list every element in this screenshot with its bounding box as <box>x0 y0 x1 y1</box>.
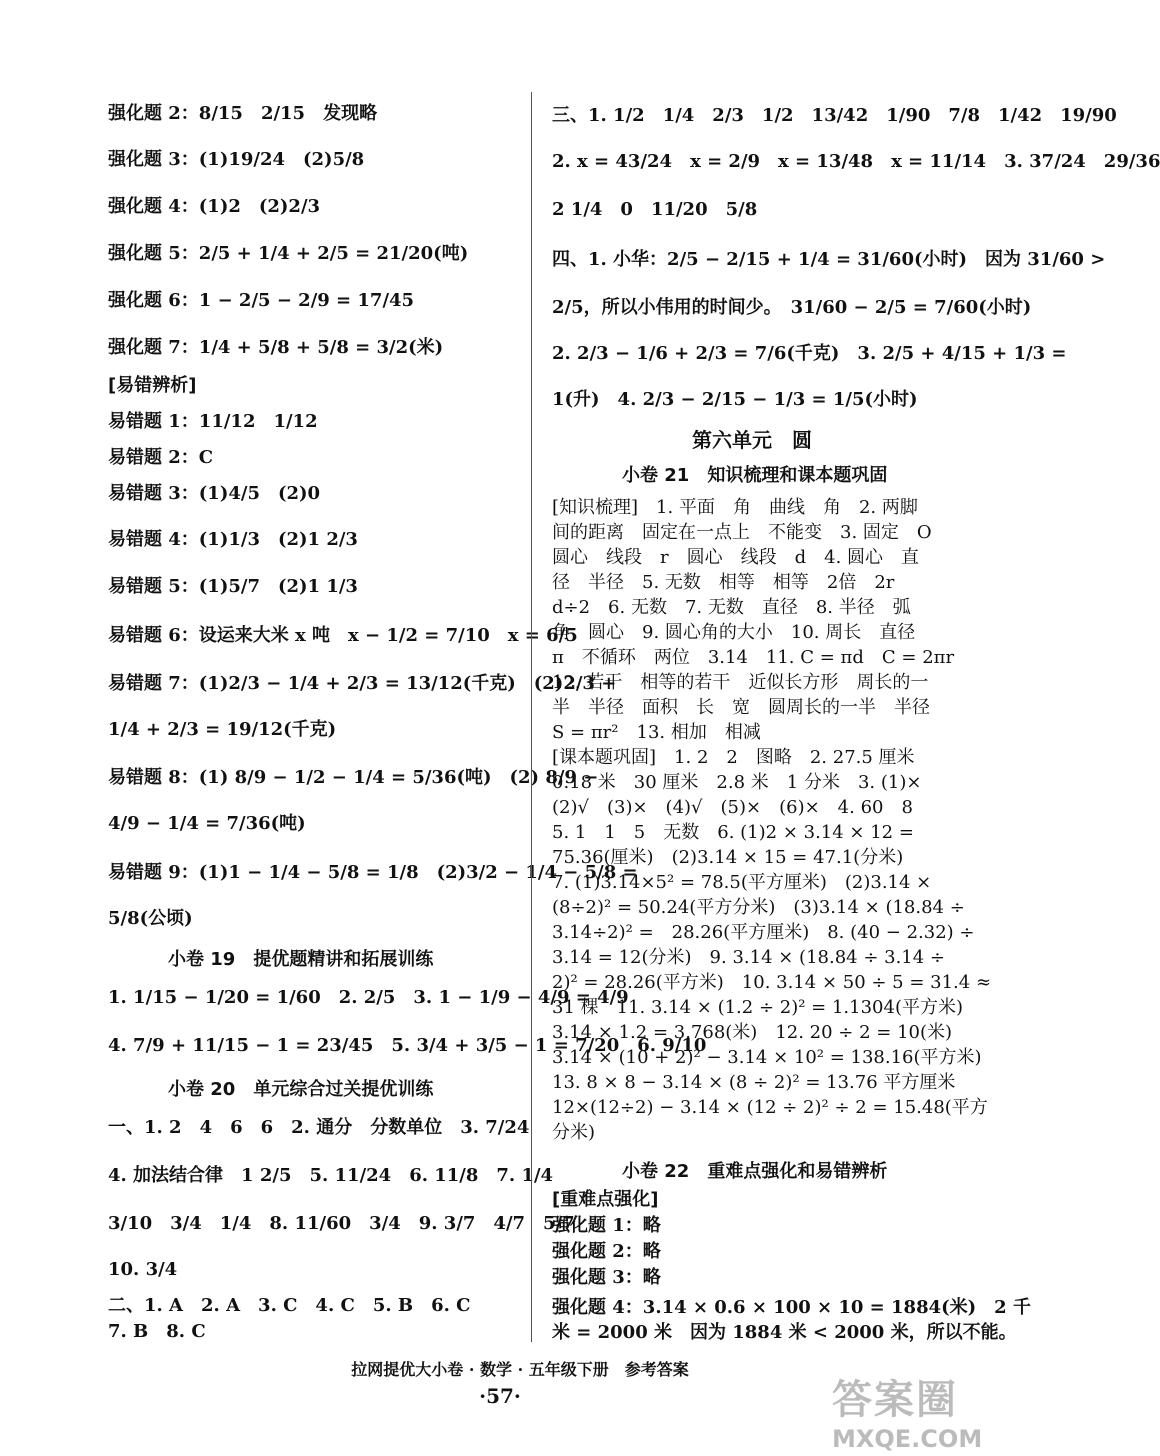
answer-line: 0.18 米 30 厘米 2.8 米 1 分米 3. (1)× <box>552 772 922 793</box>
answer-line: 四、1. 小华：2/5 − 2/15 + 1/4 = 31/60(小时) 因为 31/60 > <box>552 249 1106 270</box>
answer-line: 5. 1 1 5 无数 6. (1)2 × 3.14 × 12 = <box>552 822 914 843</box>
watermark-url: MXQE.COM <box>832 1425 983 1453</box>
answer-line: 强化题 6：1 − 2/5 − 2/9 = 17/45 <box>108 290 415 311</box>
page-footer: 拉网提优大小卷 · 数学 · 五年级下册 参考答案 <box>351 1360 689 1379</box>
answer-line: 3/10 3/4 1/4 8. 11/60 3/4 9. 3/7 4/7 5/7 <box>108 1213 575 1234</box>
answer-line: 强化题 2：略 <box>552 1241 661 1262</box>
answer-line: 2. x = 43/24 x = 2/9 x = 13/48 x = 11/14 3. 37/24 29/36 <box>552 151 1160 172</box>
answer-line: S = πr² 13. 相加 相减 <box>552 722 761 743</box>
answer-line: 易错题 1：11/12 1/12 <box>108 411 318 432</box>
answer-line: π 不循环 两位 3.14 11. C = πd C = 2πr <box>552 647 955 668</box>
watermark-text: 答案圈 <box>832 1377 958 1423</box>
page-number: ·57· <box>479 1384 521 1408</box>
answer-line: d÷2 6. 无数 7. 无数 直径 8. 半径 弧 <box>552 597 911 618</box>
answer-line: 3.14÷2)² = 28.26(平方厘米) 8. (40 − 2.32) ÷ <box>552 922 975 943</box>
answer-line: 75.36(厘米) (2)3.14 × 15 = 47.1(分米) <box>552 847 904 868</box>
answer-line: 易错题 2：C <box>108 447 214 468</box>
answer-line: 2/5，所以小伟用的时间少。 31/60 − 2/5 = 7/60(小时) <box>552 297 1032 318</box>
answer-line: 4. 加法结合律 1 2/5 5. 11/24 6. 11/8 7. 1/4 <box>108 1165 554 1186</box>
answer-line: 圆心 线段 r 圆心 线段 d 4. 圆心 直 <box>552 547 920 568</box>
answer-line: 米 = 2000 米 因为 1884 米 < 2000 米，所以不能。 <box>552 1322 1017 1343</box>
answer-line: 4/9 − 1/4 = 7/36(吨) <box>108 813 306 834</box>
answer-line: 10. 3/4 <box>108 1259 178 1280</box>
section-heading: 小卷 22 重难点强化和易错辨析 <box>622 1161 888 1182</box>
answer-line: 易错题 5：(1)5/7 (2)1 1/3 <box>108 576 358 597</box>
answer-line: 易错题 6：设运来大米 x 吨 x − 1/2 = 7/10 x = 6/5 <box>108 625 578 646</box>
answer-line: 一、1. 2 4 6 6 2. 通分 分数单位 3. 7/24 <box>108 1117 530 1138</box>
answer-line: 13. 8 × 8 − 3.14 × (8 ÷ 2)² = 13.76 平方厘米 <box>552 1072 956 1093</box>
answer-line: 1/4 + 2/3 = 19/12(千克) <box>108 719 337 740</box>
answer-line: 2. 2/3 − 1/6 + 2/3 = 7/6(千克) 3. 2/5 + 4/15 + 1/3 = <box>552 343 1067 364</box>
answer-line: 二、1. A 2. A 3. C 4. C 5. B 6. C <box>108 1295 471 1316</box>
answer-line: 31 棵 11. 3.14 × (1.2 ÷ 2)² = 1.1304(平方米) <box>552 997 963 1018</box>
answer-line: [课本题巩固] 1. 2 2 图略 2. 27.5 厘米 <box>552 747 915 768</box>
section-label: [易错辨析] <box>108 375 197 396</box>
answer-line: 3.14 × (10 + 2)² − 3.14 × 10² = 138.16(平方米) <box>552 1047 982 1068</box>
answer-line: 强化题 4：(1)2 (2)2/3 <box>108 196 321 217</box>
answer-line: 强化题 3：(1)19/24 (2)5/8 <box>108 149 365 170</box>
answer-line: 5/8(公顷) <box>108 908 193 929</box>
answer-line: 间的距离 固定在一点上 不能变 3. 固定 O <box>552 522 932 543</box>
answer-line: 12×(12÷2) − 3.14 × (12 ÷ 2)² ÷ 2 = 15.48(平方 <box>552 1097 988 1118</box>
answer-line: 2 1/4 0 11/20 5/8 <box>552 199 758 220</box>
section-heading: 小卷 19 提优题精讲和拓展训练 <box>168 949 434 970</box>
answer-line: 易错题 7：(1)2/3 − 1/4 + 2/3 = 13/12(千克) (2)2/3 + <box>108 673 617 694</box>
answer-line: 强化题 1：略 <box>552 1215 661 1236</box>
answer-line: 强化题 7：1/4 + 5/8 + 5/8 = 3/2(米) <box>108 337 444 358</box>
section-label: [重难点强化] <box>552 1189 659 1210</box>
answer-line: 7. B 8. C <box>108 1321 206 1342</box>
answer-line: 1(升) 4. 2/3 − 2/15 − 1/3 = 1/5(小时) <box>552 389 918 410</box>
answer-line: 强化题 5：2/5 + 1/4 + 2/5 = 21/20(吨) <box>108 243 469 264</box>
answer-line: 角 圆心 9. 圆心角的大小 10. 周长 直径 <box>552 622 916 643</box>
answer-line: 强化题 2：8/15 2/15 发现略 <box>108 103 378 124</box>
answer-line: 强化题 4：3.14 × 0.6 × 100 × 10 = 1884(米) 2 千 <box>552 1297 1031 1318</box>
answer-line: 3.14 × 1.2 = 3.768(米) 12. 20 ÷ 2 = 10(米) <box>552 1022 953 1043</box>
column-divider <box>531 92 532 1342</box>
answer-line: 易错题 8：(1) 8/9 − 1/2 − 1/4 = 5/36(吨) (2) 8/9 − <box>108 767 599 788</box>
answer-line: 12. 若干 相等的若干 近似长方形 周长的一 <box>552 672 929 693</box>
section-heading: 小卷 20 单元综合过关提优训练 <box>168 1079 434 1100</box>
answer-line: 4. 7/9 + 11/15 − 1 = 23/45 5. 3/4 + 3/5 − 1 = 7/20 6. 9/10 <box>108 1035 707 1056</box>
answer-line: 易错题 4：(1)1/3 (2)1 2/3 <box>108 529 358 550</box>
answer-line: 径 半径 5. 无数 相等 相等 2倍 2r <box>552 572 895 593</box>
answer-line: 易错题 3：(1)4/5 (2)0 <box>108 483 321 504</box>
watermark-logo <box>832 1368 983 1453</box>
answer-line: 半 半径 面积 长 宽 圆周长的一半 半径 <box>552 697 930 718</box>
answer-line: 1. 1/15 − 1/20 = 1/60 2. 2/5 3. 1 − 1/9 − 4/9 = 4/9 <box>108 987 629 1008</box>
answer-line: 7. (1)3.14×5² = 78.5(平方厘米) (2)3.14 × <box>552 872 932 893</box>
answer-line: 三、1. 1/2 1/4 2/3 1/2 13/42 1/90 7/8 1/42 19/90 <box>552 105 1117 126</box>
answer-line: (2)√ (3)× (4)√ (5)× (6)× 4. 60 8 <box>552 797 913 818</box>
answer-line: 分米) <box>552 1122 596 1143</box>
section-heading: 小卷 21 知识梳理和课本题巩固 <box>622 465 888 486</box>
answer-line: 易错题 9：(1)1 − 1/4 − 5/8 = 1/8 (2)3/2 − 1/4 − 5/8 = <box>108 862 638 883</box>
answer-line: 2)² = 28.26(平方米) 10. 3.14 × 50 ÷ 5 = 31.4 ≈ <box>552 972 992 993</box>
unit-heading: 第六单元 圆 <box>692 428 812 452</box>
answer-line: 3.14 = 12(分米) 9. 3.14 × (18.84 ÷ 3.14 ÷ <box>552 947 946 968</box>
answer-line: 强化题 3：略 <box>552 1267 661 1288</box>
answer-line: (8÷2)² = 50.24(平方分米) (3)3.14 × (18.84 ÷ <box>552 897 965 918</box>
answer-line: [知识梳理] 1. 平面 角 曲线 角 2. 两脚 <box>552 497 918 518</box>
